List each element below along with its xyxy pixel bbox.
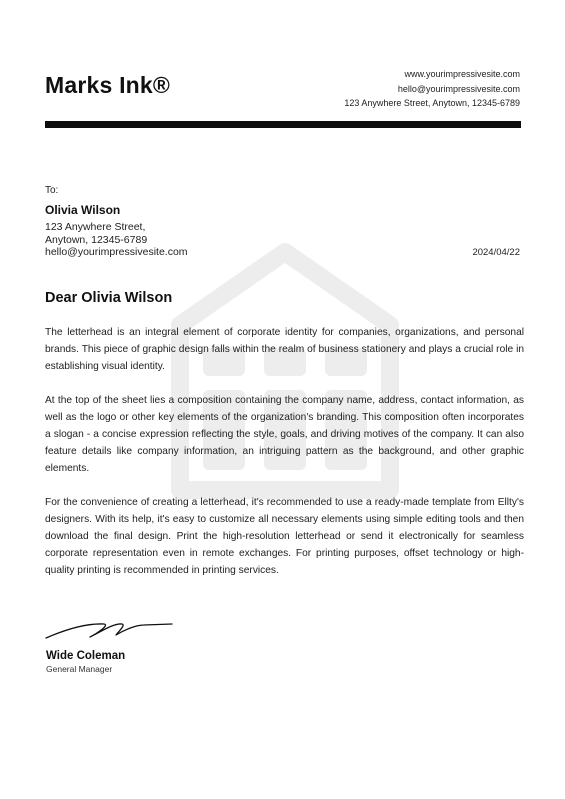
letter-date: 2024/04/22	[472, 247, 520, 258]
company-name: Marks Ink®	[45, 72, 171, 98]
signer-title: General Manager	[46, 664, 113, 674]
company-address: 123 Anywhere Street, Anytown, 12345-6789	[344, 98, 520, 108]
recipient-address-line2: Anytown, 12345-6789	[45, 233, 148, 246]
company-website[interactable]: www.yourimpressivesite.com	[404, 69, 520, 79]
header-divider	[45, 121, 521, 128]
salutation: Dear Olivia Wilson	[45, 290, 173, 306]
signature-icon	[44, 617, 174, 643]
body-paragraph: For the convenience of creating a letterhead, it's recommended to use a ready-made template from Ellty's designers. With its help, it's easy to customize all necessary elements using simple editing tools and then download the final design. Print the high-resolution letterhead or send it electronically for seamless corporate representation even in remote exchanges. For printing purposes, offset technology or high-quality printing is recommended in printing services.	[45, 497, 524, 576]
to-label: To:	[45, 185, 59, 196]
recipient-email[interactable]: hello@yourimpressivesite.com	[45, 246, 188, 258]
company-email[interactable]: hello@yourimpressivesite.com	[397, 83, 520, 94]
body-paragraph: At the top of the sheet lies a composition containing the company name, address, contact information, as well as the logo or other key elements of the organization's branding. This composition often incorporates a slogan - a concise expression reflecting the style, goals, and driving motives of the company. It can also feature details like company information, an intriguing pattern as the background, and other graphic elements.	[45, 395, 524, 474]
company-contact-block	[344, 67, 520, 111]
letter-body	[45, 324, 524, 596]
recipient-address-line1: 123 Anywhere Street,	[45, 221, 146, 233]
signer-name: Wide Coleman	[46, 650, 126, 662]
recipient-address-block	[45, 221, 188, 259]
body-paragraph: The letterhead is an integral element of corporate identity for companies, organizations, and personal brands. This piece of graphic design falls within the realm of business stationery and plays a crucial role in establishing visual identity.	[45, 327, 524, 372]
recipient-name: Olivia Wilson	[45, 203, 121, 217]
